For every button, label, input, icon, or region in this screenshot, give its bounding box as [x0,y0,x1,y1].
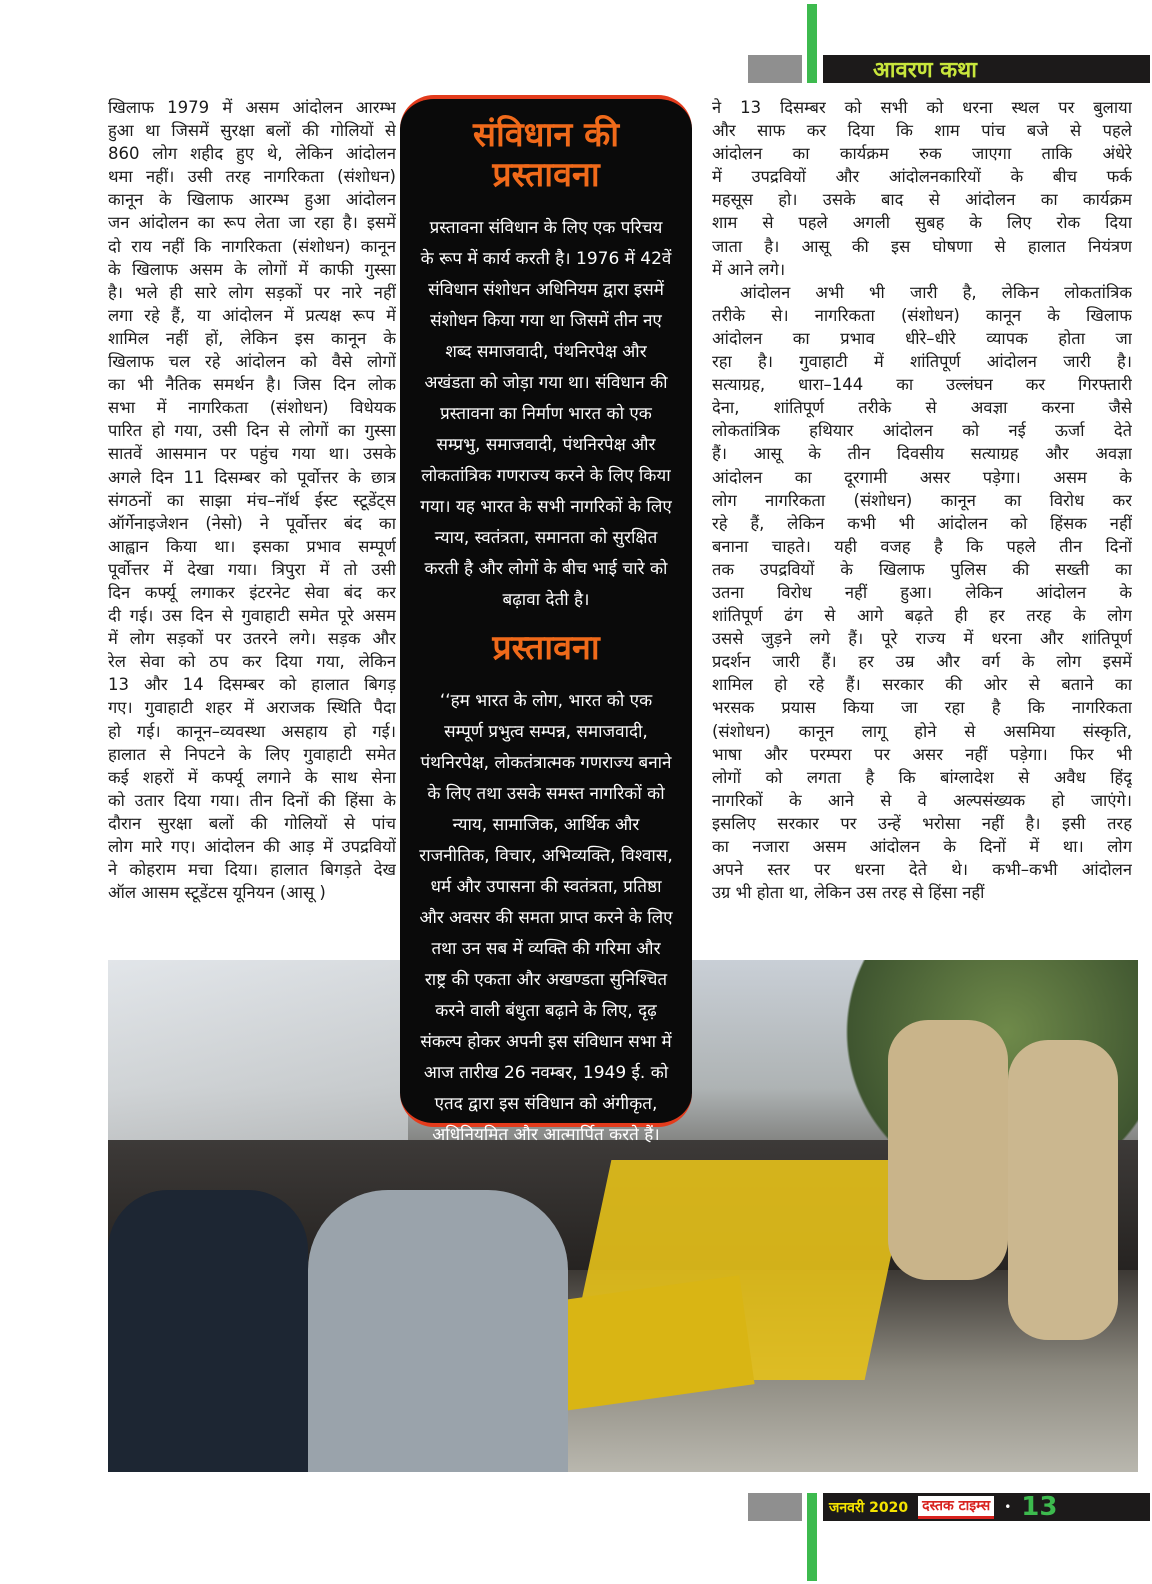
footer-green-bar [807,1493,817,1581]
article-line: लोगों को लगता है कि बांग्लादेश से अवैध हिंदू [712,767,1132,787]
article-line: में उपद्रवियों और आंदोलनकारियों के बीच फर्क [712,167,1132,187]
article-column-right [712,96,1132,904]
sidebar-intro-line: शब्द समाजवादी, पंथनिरपेक्ष और [445,342,647,362]
article-line: हो गई। कानून–व्यवस्था असहाय हो गई। [108,721,396,741]
sidebar-intro-line: बढ़ावा देती है। [502,590,590,610]
header-gray-block [748,55,802,83]
sidebar-preamble-line: सम्पूर्ण प्रभुत्व सम्पन्न, समाजवादी, [444,722,648,742]
article-line: हालात से निपटने के लिए गुवाहाटी समेत [108,744,396,764]
article-line: रहा है। गुवाहाटी में शांतिपूर्ण आंदोलन जारी है। [712,352,1132,372]
article-line: सत्याग्रह, धारा–144 का उल्लंघन कर गिरफ्तारी [712,375,1132,395]
article-line: लोग नागरिकता (संशोधन) कानून का विरोध कर [712,490,1132,510]
article-line: उससे जुड़ने लगे हैं। पूरे राज्य में धरना और शांतिपूर्ण [712,629,1132,649]
article-line: में आने लगे। [712,259,786,279]
article-line: उतना विरोध नहीं हुआ। लेकिन आंदोलन के [712,582,1132,602]
section-label: आवरण कथा [873,58,977,83]
article-line: भरसक प्रयास किया जा रहा है कि नागरिकता [712,698,1132,718]
section-header [823,55,1150,83]
issue-date: जनवरी 2020 [829,1499,909,1516]
sidebar-intro-line: अखंडता को जोड़ा गया था। संविधान की [424,373,668,393]
article-line: हुआ था जिसमें सुरक्षा बलों की गोलियों से [108,121,396,141]
article-line: लगा रहे हैं, या आंदोलन में प्रत्यक्ष रूप में [108,305,396,325]
sidebar-intro-line: संविधान संशोधन अधिनियम द्वारा इसमें [428,280,664,300]
sidebar-intro-line: गया। यह भारत के सभी नागरिकों के लिए [420,497,672,517]
article-line: जन आंदोलन का रूप लेता जा रहा है। इसमें [108,213,396,233]
sidebar-preamble-line: और अवसर की समता प्राप्त करने के लिए [419,908,673,928]
sidebar-preamble-line: करने वाली बंधुता बढ़ाने के लिए, दृढ़ [435,1001,657,1021]
article-line: अगले दिन 11 दिसम्बर को पूर्वोत्तर के छात्र [108,467,396,487]
article-line: अपने स्तर पर धरना देते थे। कभी–कभी आंदोलन [712,860,1132,880]
footer-bar [823,1493,1150,1521]
sidebar-intro-line: संशोधन किया गया था जिसमें तीन नए [430,311,662,331]
article-line: थमा नहीं। उसी तरह नागरिकता (संशोधन) [108,167,396,187]
article-line: 860 लोग शहीद हुए थे, लेकिन आंदोलन [108,144,396,164]
article-line: (संशोधन) कानून लागू होने से असमिया संस्कृति, [712,721,1132,741]
sidebar-preamble-line: धर्म और उपासना की स्वतंत्रता, प्रतिष्ठा [430,877,662,897]
sidebar-preamble-line: एतद द्वारा इस संविधान को अंगीकृत, [434,1094,658,1114]
article-line: का नजारा असम आंदोलन के दिनों में था। लोग [712,837,1132,856]
sidebar-preamble-line: राष्ट्र की एकता और अखण्डता सुनिश्चित [424,970,668,990]
sidebar-intro-line: प्रस्तावना का निर्माण भारत को एक [440,404,652,424]
article-line: शाम से पहले अगली सुबह के लिए रोक दिया [712,213,1132,233]
sidebar-preamble-line: अधिनियमित और आत्मार्पित करते हैं। [432,1125,660,1145]
article-line: ने 13 दिसम्बर को सभी को धरना स्थल पर बुलाया [712,98,1132,117]
article-line: दी गई। उस दिन से गुवाहाटी समेत पूरे असम [108,606,396,626]
sidebar-subtitle: प्रस्तावना [492,628,600,668]
sidebar-preamble-line: आज तारीख 26 नवम्बर, 1949 ई. को [423,1063,669,1083]
sidebar-preamble-line: ‘‘हम भारत के लोग, भारत को एक [439,691,653,711]
article-line: जाता है। आसू की इस घोषणा से हालात नियंत्रण [712,236,1132,256]
article-line: और साफ कर दिया कि शाम पांच बजे से पहले [712,121,1132,141]
article-line: है। भले ही सारे लोग सड़कों पर नारे नहीं [108,282,396,302]
article-line: आंदोलन का प्रभाव धीरे–धीरे व्यापक होता जा [712,328,1132,348]
article-line: गए। गुवाहाटी शहर में अराजक स्थिति पैदा [108,698,396,718]
article-line: सभा में नागरिकता (संशोधन) विधेयक [108,398,396,418]
article-line: पूर्वोत्तर में देखा गया। त्रिपुरा में तो उसी [108,559,396,579]
article-line: नागरिकों के आने से वे अल्पसंख्यक हो जाएंगे। [712,790,1132,810]
article-line: बनाना चाहते। यही वजह है कि पहले तीन दिनों [712,536,1132,556]
magazine-logo: दस्तक टाइम्स [918,1496,994,1519]
article-column-left [108,96,396,904]
sidebar-preamble-line: के लिए तथा उसके समस्त नागरिकों को [427,784,665,804]
article-line: ने कोहराम मचा दिया। हालात बिगड़ते देख [108,860,396,880]
article-line: उग्र भी होता था, लेकिन उस तरह से हिंसा नहीं [712,883,985,903]
article-line: कानून के खिलाफ आरम्भ हुआ आंदोलन [108,190,396,210]
sidebar-intro-line: न्याय, स्वतंत्रता, समानता को सुरक्षित [434,528,658,548]
article-line: शामिल हो रहे हैं। सरकार की ओर से बताने का [712,675,1132,695]
sidebar-intro-line: सम्प्रभु, समाजवादी, पंथनिरपेक्ष और [436,435,656,455]
sidebar-preamble-line: राजनीतिक, विचार, अभिव्यक्ति, विश्वास, [419,846,673,866]
article-line: 13 और 14 दिसम्बर को हालात बिगड़ [108,675,396,695]
sidebar-preamble-line: संकल्प होकर अपनी इस संविधान सभा में [420,1032,672,1052]
article-line: आंदोलन का दूरगामी असर पड़ेगा। असम के [712,467,1132,487]
sidebar-intro-line: करती है और लोगों के बीच भाई चारे को [424,559,668,579]
article-line: रेल सेवा को ठप कर दिया गया, लेकिन [108,652,396,672]
article-line: शांतिपूर्ण ढंग से आगे बढ़ते ही हर तरह के लोग [712,606,1132,626]
sidebar-title-line: संविधान की [472,115,620,155]
article-line: को उतार दिया गया। तीन दिनों की हिंसा के [108,790,396,810]
article-line: लोकतांत्रिक हथियार आंदोलन को नई ऊर्जा देते [712,421,1132,441]
article-line: आंदोलन अभी भी जारी है, लेकिन लोकतांत्रिक [740,282,1132,302]
sidebar-intro-line: के रूप में कार्य करती है। 1976 में 42वें [420,249,672,269]
article-line: सातवें आसमान पर पहुंच गया था। उसके [108,444,396,464]
article-line: ऑर्गेनाइजेशन (नेसो) ने पूर्वोत्तर बंद का [108,513,396,533]
article-line: रहे हैं, लेकिन कभी भी आंदोलन को हिंसक नहीं [712,513,1132,533]
footer-gray-block [748,1493,802,1521]
article-line: देना, शांतिपूर्ण तरीके से अवज्ञा करना जैसे [712,398,1132,418]
article-line: कई शहरों में कर्फ्यू लगाने के साथ सेना [108,767,396,787]
article-line: भाषा और परम्परा पर असर नहीं पड़ेगा। फिर भी [712,744,1132,764]
article-line: लोग मारे गए। आंदोलन की आड़ में उपद्रवियों [108,837,396,856]
article-line: ऑल आसम स्टूडेंटस यूनियन (आसू ) [108,883,326,903]
sidebar-preamble-line: पंथनिरपेक्ष, लोकतंत्रात्मक गणराज्य बनाने [420,753,672,773]
preamble-sidebar-box [400,95,692,1145]
sidebar-title-line: प्रस्तावना [492,155,600,195]
article-line: प्रदर्शन जारी हैं। हर उम्र और वर्ग के लोग इसमें [712,652,1132,672]
article-line: आंदोलन का कार्यक्रम रुक जाएगा ताकि अंधेरे [712,144,1132,164]
bullet-separator: • [1004,1500,1012,1514]
article-line: शामिल नहीं हों, लेकिन इस कानून के [108,328,396,348]
article-line: पारित हो गया, उसी दिन से लोगों का गुस्सा [108,421,396,441]
article-line: हैं। आसू के तीन दिवसीय सत्याग्रह और अवज्ञा [712,444,1132,464]
article-line: के खिलाफ असम के लोगों में काफी गुस्सा [108,259,396,279]
article-line: दिन कर्फ्यू लगाकर इंटरनेट सेवा बंद कर [108,582,396,602]
sidebar-intro-line: प्रस्तावना संविधान के लिए एक परिचय [429,218,663,238]
article-line: दौरान सुरक्षा बलों की गोलियों से पांच [108,813,396,833]
article-line: संगठनों का साझा मंच–नॉर्थ ईस्ट स्टूडेंट्स [108,490,396,510]
sidebar-intro-line: लोकतांत्रिक गणराज्य करने के लिए किया [421,466,671,486]
article-line: इसलिए सरकार पर उन्हें भरोसा नहीं है। इसी तरह [712,813,1132,833]
sidebar-preamble-line: तथा उन सब में व्यक्ति की गरिमा और [431,939,661,959]
page-number: 13 [1021,1492,1058,1522]
article-line: खिलाफ 1979 में असम आंदोलन आरम्भ [108,98,396,117]
article-line: दो राय नहीं कि नागरिकता (संशोधन) कानून [108,236,396,256]
article-line: खिलाफ चल रहे आंदोलन को वैसे लोगों [108,352,396,372]
article-line: में लोग सड़कों पर उतरने लगे। सड़क और [108,629,396,649]
article-line: महसूस हो। उसके बाद से आंदोलन का कार्यक्रम [712,190,1132,210]
sidebar-preamble-line: न्याय, सामाजिक, आर्थिक और [452,815,640,835]
article-line: तरीके से। नागरिकता (संशोधन) कानून के खिलाफ [712,305,1132,325]
header-green-bar [807,4,817,83]
article-line: आह्वान किया था। इसका प्रभाव सम्पूर्ण [108,536,396,556]
article-line: का भी नैतिक समर्थन है। जिस दिन लोक [108,375,396,395]
article-line: तक उपद्रवियों के खिलाफ पुलिस की सख्ती का [712,559,1132,579]
